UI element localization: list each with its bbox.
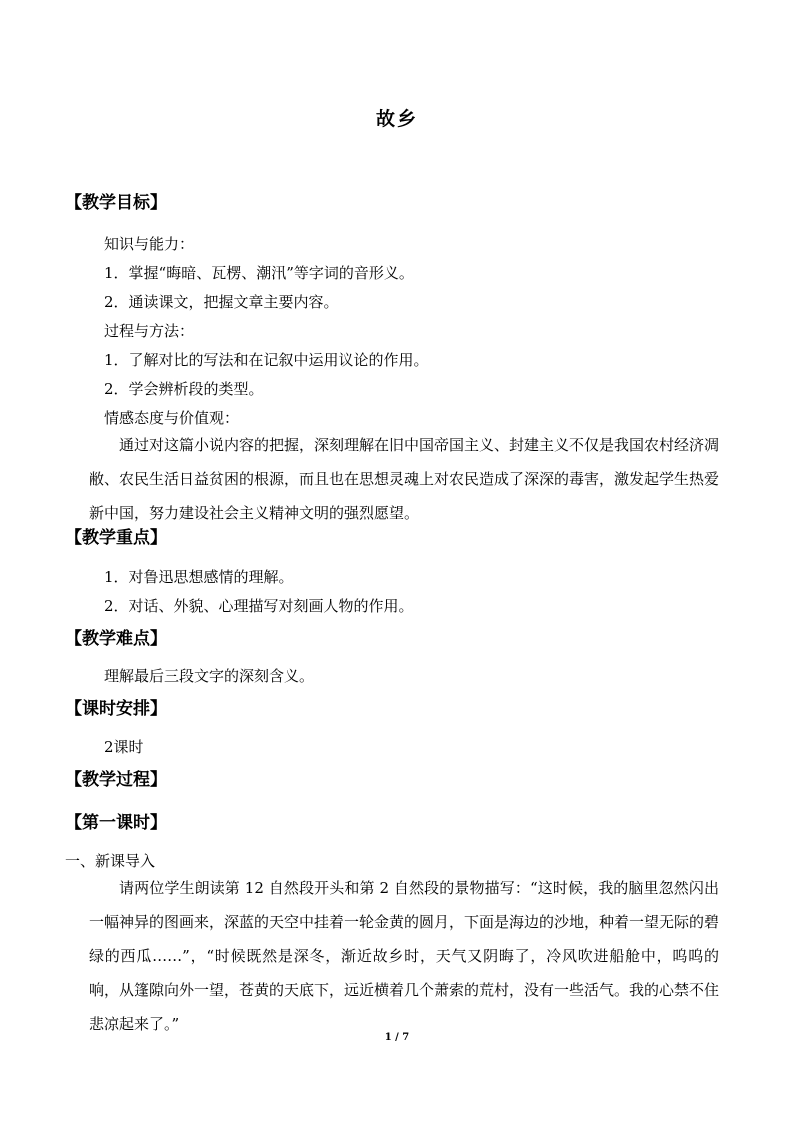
intro-label: 一、新课导入 (65, 852, 156, 870)
knowledge-item-1: 1．掌握“晦暗、瓦楞、潮汛”等字词的音形义。 (104, 264, 414, 282)
emotion-paragraph: 通过对这篇小说内容的把握，深刻理解在旧中国帝国主义、封建主义不仅是我国农村经济凋敝、农民生活日益贫困的根源，而且也在思想灵魂上对农民造成了深深的毒害，激发起学生热爱新中国，努力建设社会主义精神文明的强烈愿望。 (89, 436, 720, 522)
heading-objectives: 【教学目标】 (65, 193, 167, 213)
knowledge-label: 知识与能力： (104, 235, 195, 253)
emotion-label: 情感态度与价值观： (104, 409, 240, 427)
difficult-text: 理解最后三段文字的深刻含义。 (104, 667, 315, 685)
key-item-2: 2．对话、外貌、心理描写对刻画人物的作用。 (104, 597, 414, 615)
process-item-1: 1．了解对比的写法和在记叙中运用议论的作用。 (104, 351, 429, 369)
process-label: 过程与方法： (104, 322, 195, 340)
heading-schedule: 【课时安排】 (65, 699, 167, 719)
page-title: 故乡 (375, 108, 418, 130)
page-number: 1 / 7 (384, 1032, 410, 1043)
schedule-text: 2课时 (104, 738, 144, 756)
heading-teaching-process: 【教学过程】 (65, 770, 167, 790)
process-item-2: 2．学会辨析段的类型。 (104, 380, 264, 398)
intro-paragraph: 请两位学生朗读第 12 自然段开头和第 2 自然段的景物描写：“这时候，我的脑里忽然闪出一幅神异的图画来，深蓝的天空中挂着一轮金黄的圆月，下面是海边的沙地，种着一望无际的碧绿的西瓜……”，“时候既然是深冬，渐近故乡时，天气又阴晦了，冷风吹进船舱中，呜呜的响，从篷隙向外一望，苍黄的天底下，远近横着几个萧索的荒村，没有一些活气。我的心禁不住悲凉起来了。” (89, 879, 720, 1033)
key-item-1: 1．对鲁迅思想感情的理解。 (104, 568, 294, 586)
heading-key-points: 【教学重点】 (65, 528, 167, 548)
heading-difficult-points: 【教学难点】 (65, 629, 167, 649)
heading-first-lesson: 【第一课时】 (65, 813, 167, 833)
knowledge-item-2: 2．通读课文，把握文章主要内容。 (104, 293, 339, 311)
